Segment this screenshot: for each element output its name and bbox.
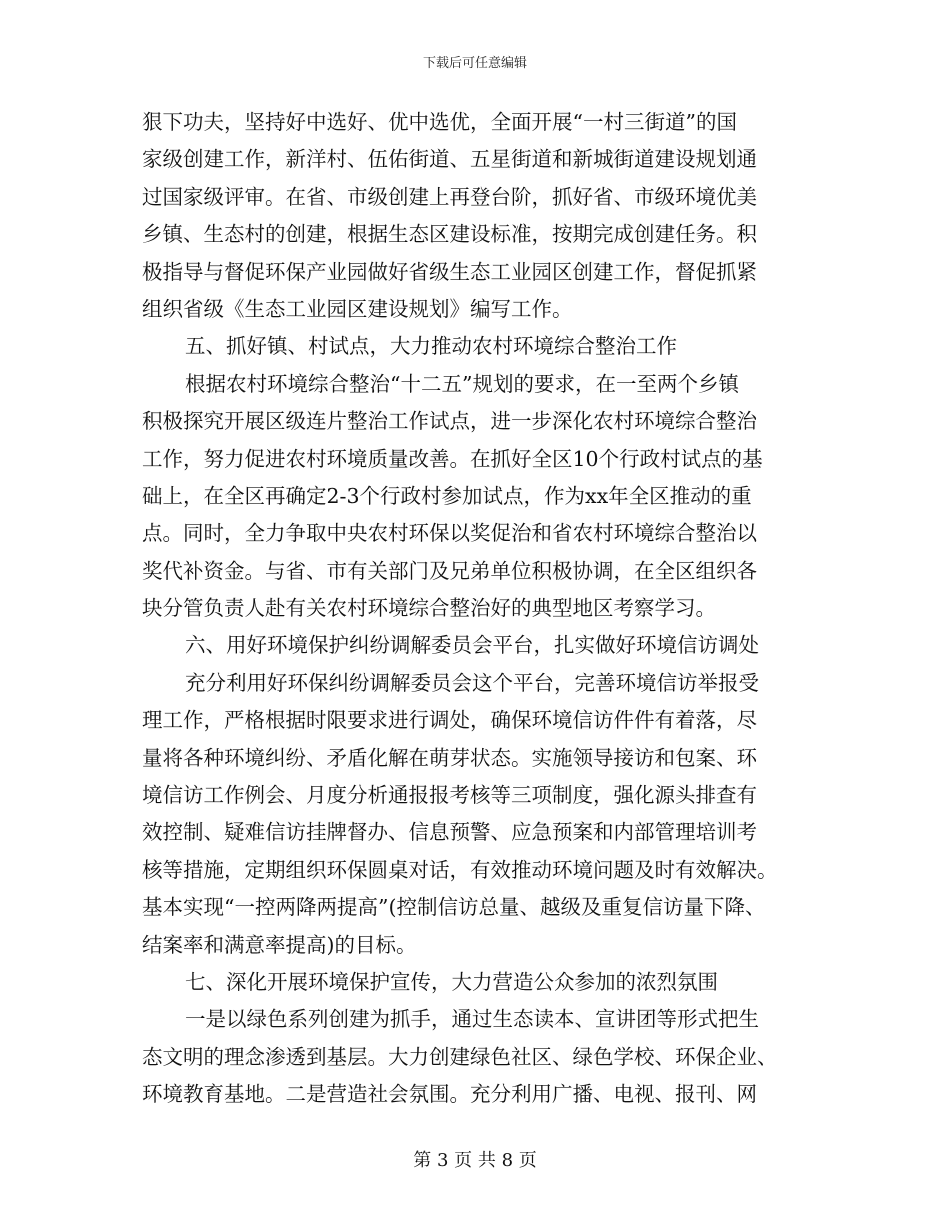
text-line: 组织省级《生态工业园区建设规划》编写工作。: [142, 296, 573, 321]
text-line: 家级创建工作，新洋村、伍佑街道、五星街道和新城街道建设规划通: [142, 147, 757, 172]
text-line: 乡镇、生态村的创建，根据生态区建设标准，按期完成创建任务。积: [142, 222, 757, 247]
text-line: 量将各种环境纠纷、矛盾化解在萌芽状态。实施领导接访和包案、环: [142, 745, 757, 770]
text-line: 工作，努力促进农村环境质量改善。在抓好全区10个行政村试点的基: [142, 446, 763, 471]
text-line: 效控制、疑难信访挂牌督办、信息预警、应急预案和内部管理培训考: [142, 820, 757, 845]
text-line: 础上，在全区再确定2-3个行政村参加试点，作为xx年全区推动的重: [142, 483, 752, 508]
page-footer: 第 3 页 共 8 页: [413, 1150, 537, 1171]
text-line: 一是以绿色系列创建为抓手，通过生态读本、宣讲团等形式把生: [185, 1007, 759, 1032]
document-body: [142, 104, 822, 1114]
text-line: 块分管负责人赴有关农村环境综合整治好的典型地区考察学习。: [142, 596, 716, 621]
text-line: 理工作，严格根据时限要求进行调处，确保环境信访件件有着落，尽: [142, 708, 757, 733]
text-line: 六、用好环境保护纠纷调解委员会平台，扎实做好环境信访调处: [185, 633, 759, 658]
text-line: 结案率和满意率提高)的目标。: [142, 932, 417, 957]
text-line: 奖代补资金。与省、市有关部门及兄弟单位积极协调，在全区组织各: [142, 558, 757, 583]
text-line: 境信访工作例会、月度分析通报报考核等三项制度，强化源头排查有: [142, 783, 757, 808]
text-line: 基本实现“一控两降两提高”(控制信访总量、越级及重复信访量下降、: [142, 895, 766, 920]
text-line: 狠下功夫，坚持好中选好、优中选优，全面开展“一村三街道”的国: [142, 110, 737, 134]
text-line: 环境教育基地。二是营造社会氛围。充分利用广播、电视、报刊、网: [142, 1082, 757, 1107]
text-line: 态文明的理念渗透到基层。大力创建绿色社区、绿色学校、环保企业、: [142, 1044, 778, 1069]
text-line: 过国家级评审。在省、市级创建上再登台阶，抓好省、市级环境优美: [142, 184, 757, 209]
page-header: 下载后可任意编辑: [422, 56, 527, 71]
text-line: 积极探究开展区级连片整治工作试点，进一步深化农村环境综合整治: [142, 409, 757, 434]
text-line: 点。同时，全力争取中央农村环保以奖促治和省农村环境综合整治以: [142, 521, 757, 546]
text-line: 充分利用好环保纠纷调解委员会这个平台，完善环境信访举报受: [185, 670, 759, 695]
text-line: 核等措施，定期组织环保圆桌对话，有效推动环境问题及时有效解决。: [142, 857, 778, 882]
text-line: 极指导与督促环保产业园做好省级生态工业园区创建工作，督促抓紧: [142, 259, 757, 284]
text-line: 根据农村环境综合整治“十二五”规划的要求，在一至两个乡镇: [185, 371, 739, 396]
text-line: 七、深化开展环境保护宣传，大力营造公众参加的浓烈氛围: [185, 969, 718, 994]
text-line: 五、抓好镇、村试点，大力推动农村环境综合整治工作: [185, 334, 677, 359]
